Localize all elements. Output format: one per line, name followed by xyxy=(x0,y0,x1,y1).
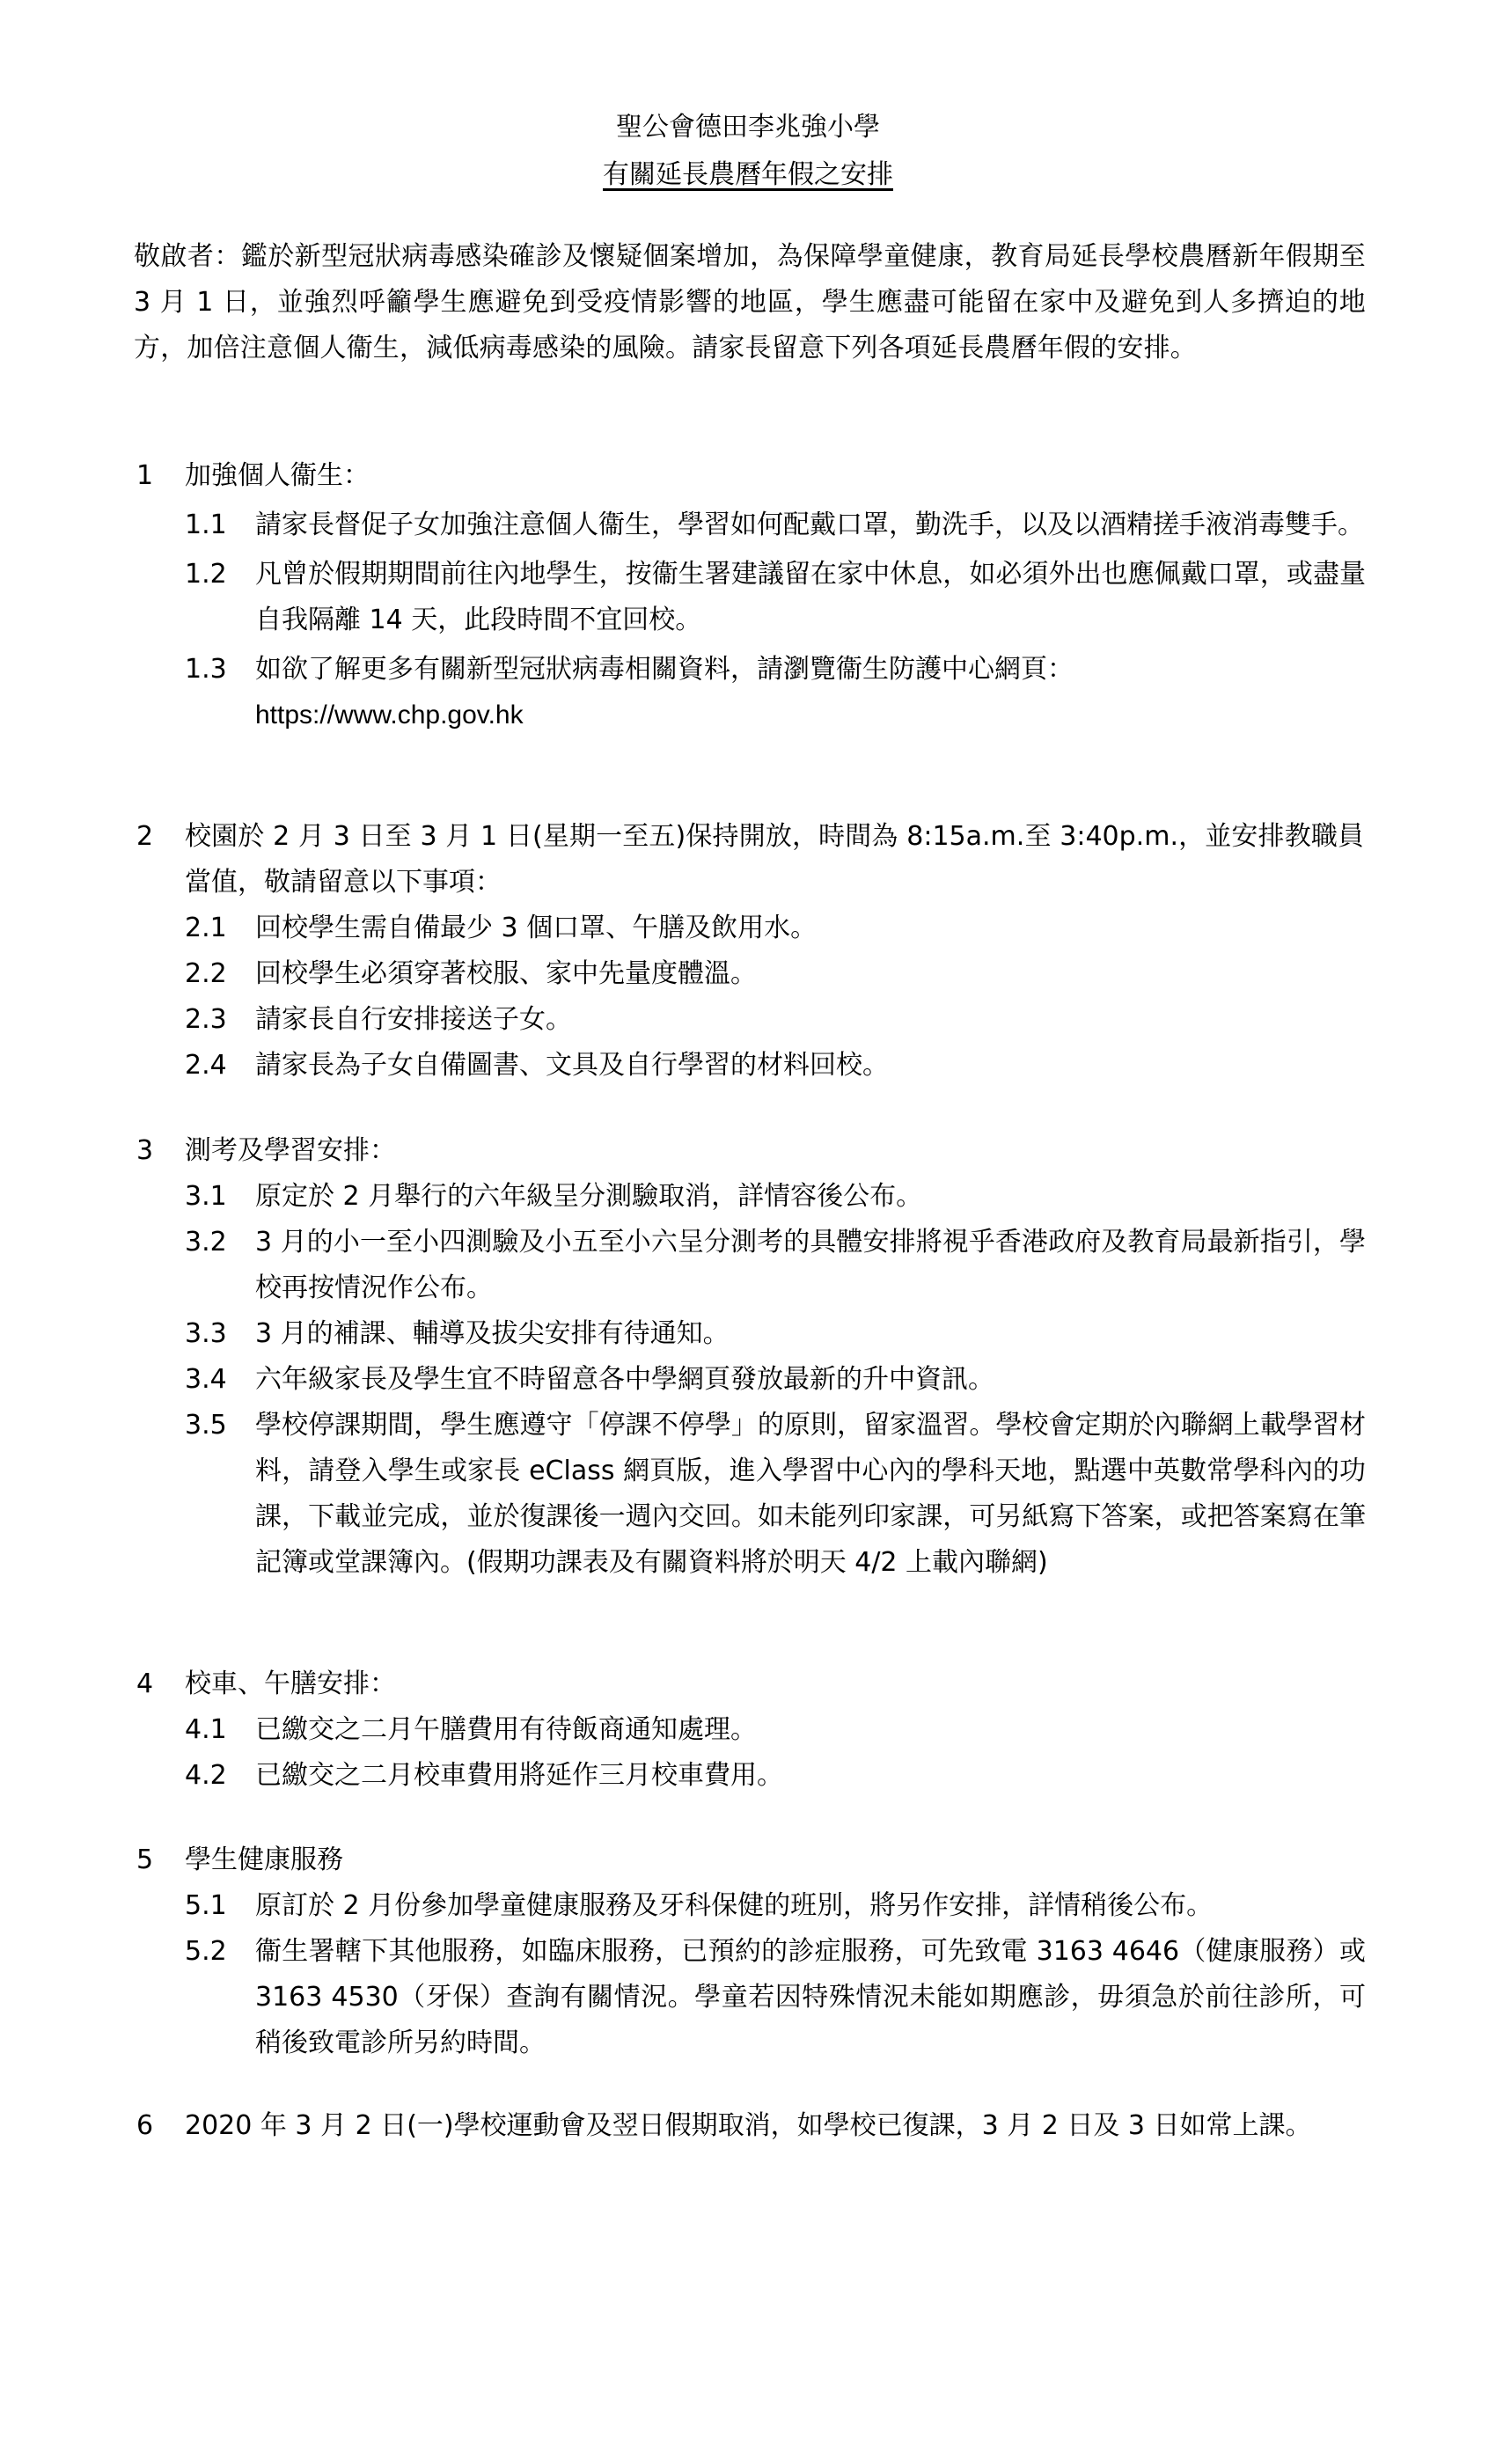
section-4 xyxy=(0,1661,1496,1799)
item-text: 六年級家長及學生宜不時留意各中學網頁發放最新的升中資訊。 xyxy=(255,1364,994,1395)
list-item xyxy=(0,1220,1496,1311)
item-text: 3 月的小一至小四測驗及小五至小六呈分測考的具體安排將視乎香港政府及教育局最新指引，學校再按情況作公布。 xyxy=(255,1227,1366,1303)
section-number: 3 xyxy=(136,1135,154,1166)
section-title: 學生健康服務 xyxy=(185,1844,343,1875)
list-item xyxy=(0,1357,1496,1403)
item-number: 3.1 xyxy=(185,1181,227,1212)
list-item xyxy=(0,552,1496,643)
section-number: 4 xyxy=(136,1668,154,1699)
item-number: 3.4 xyxy=(185,1364,227,1395)
item-number: 3.2 xyxy=(185,1227,227,1258)
item-number: 1.3 xyxy=(185,654,227,685)
section-title: 加強個人衞生： xyxy=(185,460,370,491)
section-title: 測考及學習安排： xyxy=(185,1135,396,1166)
document-header xyxy=(0,104,1496,199)
item-number: 2.3 xyxy=(185,1004,227,1035)
list-item xyxy=(0,1403,1496,1586)
list-item xyxy=(0,997,1496,1043)
item-text: 原定於 2 月舉行的六年級呈分測驗取消，詳情容後公布。 xyxy=(255,1181,923,1212)
list-item xyxy=(0,1883,1496,1929)
item-text: 請家長為子女自備圖書、文具及自行學習的材料回校。 xyxy=(255,1050,889,1081)
item-text: 衞生署轄下其他服務，如臨床服務，已預約的診症服務，可先致電 3163 4646（健康服務）或 3163 4530（牙保）查詢有關情況。學童若因特殊情況未能如期應診，毋須急於前往診所，可稍後致電診所另約時間。 xyxy=(255,1936,1366,2058)
list-item xyxy=(0,1311,1496,1357)
chp-website-link[interactable]: https://www.chp.gov.hk xyxy=(255,700,524,730)
intro-paragraph: 敬啟者：鑑於新型冠狀病毒感染確診及懷疑個案增加，為保障學童健康，教育局延長學校農曆新年假期至 3 月 1 日，並強烈呼籲學生應避免到受疫情影響的地區，學生應盡可能留在家中及避免到人多擠迫的地方，加倍注意個人衞生，減低病毒感染的風險。請家長留意下列各項延長農曆年假的安排。 xyxy=(134,241,1366,363)
item-text: 學校停課期間，學生應遵守「停課不停學」的原則，留家溫習。學校會定期於內聯網上載學習材料，請登入學生或家長 eClass 網頁版，進入學習中心內的學科天地，點選中英數常學科內的功課，下載並完成，並於復課後一週內交回。如未能列印家課，可另紙寫下答案，或把答案寫在筆記簿或堂課簿內。(假期功課表及有關資料將於明天 4/2 上載內聯網) xyxy=(255,1410,1366,1578)
item-number: 4.1 xyxy=(185,1714,227,1745)
list-item xyxy=(0,1929,1496,2066)
section-title: 2020 年 3 月 2 日(一)學校運動會及翌日假期取消，如學校已復課，3 月 2 日及 3 日如常上課。 xyxy=(185,2110,1312,2141)
item-number: 5.2 xyxy=(185,1936,227,1967)
section-number: 5 xyxy=(136,1844,154,1875)
list-item xyxy=(0,1043,1496,1089)
item-number: 1.1 xyxy=(185,510,227,540)
section-number: 1 xyxy=(136,460,154,491)
item-number: 4.2 xyxy=(185,1760,227,1791)
item-text: 請家長督促子女加強注意個人衞生，學習如何配戴口罩，勤洗手，以及以酒精搓手液消毒雙手。 xyxy=(255,510,1364,540)
list-item xyxy=(0,1707,1496,1753)
item-text: 凡曾於假期期間前往內地學生，按衞生署建議留在家中休息，如必須外出也應佩戴口罩，或盡量自我隔離 14 天，此段時間不宜回校。 xyxy=(255,559,1366,635)
item-number: 2.1 xyxy=(185,913,227,943)
item-number: 2.2 xyxy=(185,958,227,989)
item-text: 回校學生需自備最少 3 個口罩、午膳及飲用水。 xyxy=(255,913,818,943)
item-text: 回校學生必須穿著校服、家中先量度體溫。 xyxy=(255,958,757,989)
item-text-body: 如欲了解更多有關新型冠狀病毒相關資料，請瀏覽衞生防護中心網頁： xyxy=(255,654,1074,685)
list-item xyxy=(0,906,1496,951)
item-text xyxy=(255,647,1366,738)
list-item xyxy=(0,1753,1496,1799)
section-3 xyxy=(0,1128,1496,1586)
item-text: 已繳交之二月午膳費用有待飯商通知處理。 xyxy=(255,1714,757,1745)
list-item xyxy=(0,502,1496,548)
item-text: 原訂於 2 月份參加學童健康服務及牙科保健的班別，將另作安排，詳情稍後公布。 xyxy=(255,1890,1214,1921)
section-2 xyxy=(0,814,1496,1089)
item-number: 3.5 xyxy=(185,1410,227,1441)
section-number: 6 xyxy=(136,2110,154,2141)
notice-title: 有關延長農曆年假之安排 xyxy=(603,159,893,190)
section-5 xyxy=(0,1837,1496,2066)
list-item xyxy=(0,1174,1496,1220)
list-item xyxy=(0,951,1496,997)
section-6 xyxy=(0,2103,1496,2149)
item-text: 已繳交之二月校車費用將延作三月校車費用。 xyxy=(255,1760,783,1791)
item-number: 3.3 xyxy=(185,1318,227,1349)
school-name: 聖公會德田李兆強小學 xyxy=(616,112,880,143)
section-title: 校車、午膳安排： xyxy=(185,1668,396,1699)
section-title: 校園於 2 月 3 日至 3 月 1 日(星期一至五)保持開放，時間為 8:15a.m.至 3:40p.m.，並安排教職員當值，敬請留意以下事項： xyxy=(185,821,1364,898)
item-number: 1.2 xyxy=(185,559,227,590)
item-number: 2.4 xyxy=(185,1050,227,1081)
item-number: 5.1 xyxy=(185,1890,227,1921)
item-text: 3 月的補課、輔導及拔尖安排有待通知。 xyxy=(255,1318,730,1349)
list-item xyxy=(0,647,1496,738)
item-text: 請家長自行安排接送子女。 xyxy=(255,1004,572,1035)
section-1 xyxy=(0,453,1496,738)
section-number: 2 xyxy=(136,821,154,852)
